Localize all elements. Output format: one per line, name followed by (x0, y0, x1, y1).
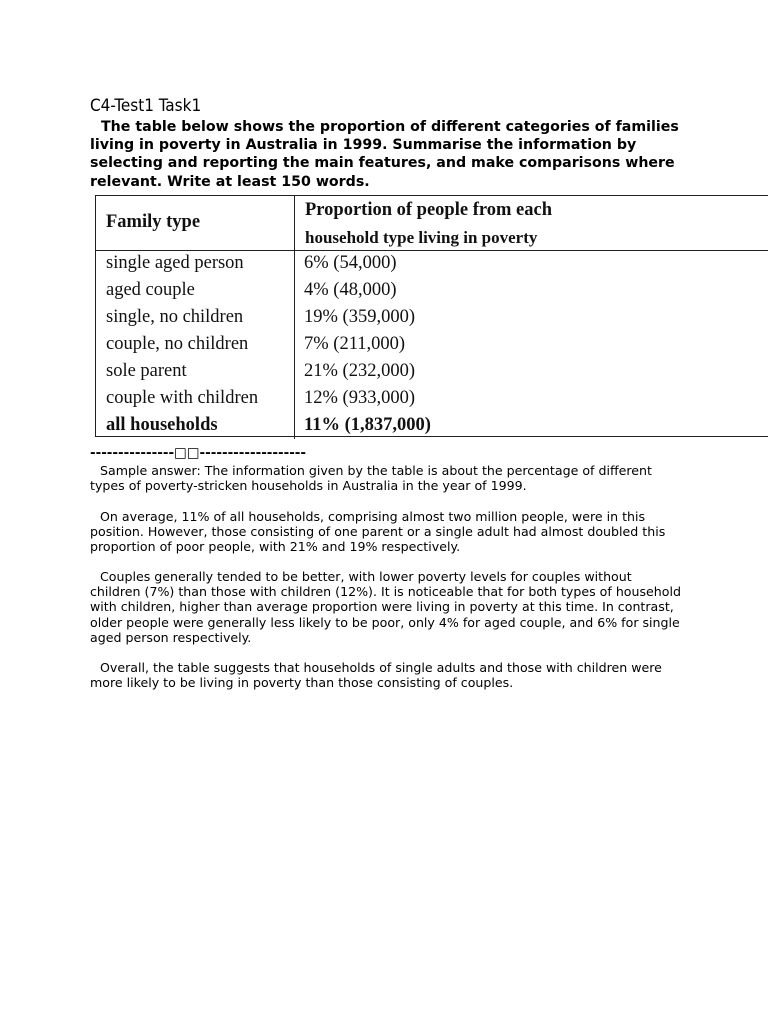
cell-proportion: 11% (1,837,000) (304, 415, 431, 435)
cell-family-type: sole parent (106, 361, 187, 381)
cell-proportion: 12% (933,000) (304, 388, 415, 408)
cell-proportion: 6% (54,000) (304, 253, 397, 273)
table-row (95, 334, 768, 361)
task-prompt-text: The table below shows the proportion of different categories of families living in poverty in Australia in 1999. Summarise the information by selecting and reporting the main features, and make comparisons where relevant. Write at least 150 words. (90, 119, 679, 190)
cell-proportion: 7% (211,000) (304, 334, 406, 354)
cell-proportion: 4% (48,000) (304, 280, 397, 300)
cell-proportion: 19% (359,000) (304, 307, 415, 327)
answer-paragraph-4: Overall, the table suggests that households of single adults and those with children were more likely to be living in poverty than those consisting of couples. (90, 660, 662, 691)
cell-family-type: single, no children (106, 307, 244, 327)
table-row (95, 307, 768, 334)
answer-paragraph-3: Couples generally tended to be better, with lower poverty levels for couples without children (7%) than those with children (12%). It is noticeable that for both types of household with children, higher than average proportion were living in poverty at this time. In contrast, older people were generally less likely to be poor, only 4% for aged couple, and 6% for single aged person respectively. (90, 569, 681, 645)
task-prompt (90, 118, 690, 191)
cell-family-type: couple, no children (106, 334, 249, 354)
table-row (95, 388, 768, 415)
cell-proportion: 21% (232,000) (304, 361, 415, 381)
poverty-table (95, 195, 768, 439)
table-row-total (95, 415, 768, 442)
answer-paragraph-1: Sample answer: The information given by the table is about the percentage of different types of poverty-stricken households in Australia in the year of 1999. (90, 463, 652, 494)
cell-family-type: couple with children (106, 388, 259, 408)
table-row (95, 253, 768, 280)
header-proportion-line1: Proportion of people from each (305, 200, 552, 220)
header-proportion-line2: household type living in poverty (305, 228, 538, 247)
header-family-type: Family type (106, 212, 201, 232)
cell-family-type: aged couple (106, 280, 195, 300)
cell-family-type: all households (106, 415, 218, 435)
document-title: C4-Test1 Task1 (90, 96, 202, 116)
cell-family-type: single aged person (106, 253, 244, 273)
table-header-divider (95, 250, 768, 251)
section-separator: ---------------□□------------------- (90, 445, 307, 461)
table-row (95, 361, 768, 388)
answer-paragraph-2: On average, 11% of all households, comprising almost two million people, were in this position. However, those consisting of one parent or a single adult had almost doubled this proportion of poor people, with 21% and 19% respectively. (90, 509, 666, 555)
table-row (95, 280, 768, 307)
